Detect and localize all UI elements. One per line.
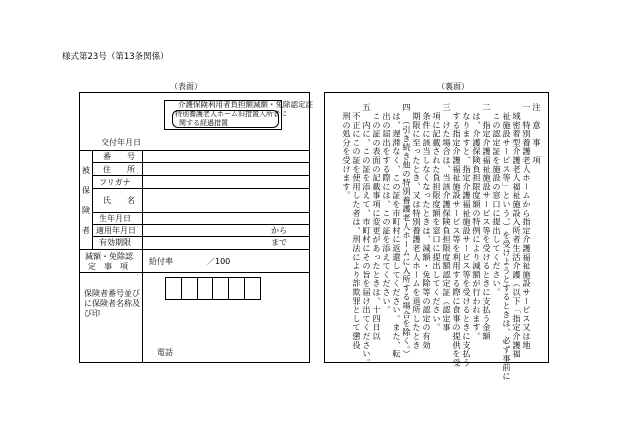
note-line: 五 内に、この証を添えて、市町村にその旨を届け出てください。 — [362, 103, 372, 367]
note-line: なりますと、指定介護福祉施設サービス等を受けるときに支払う — [462, 103, 472, 367]
note-line: 域密着型介護老人福祉施設入所者生活介護（以下「指定介護福 — [512, 103, 522, 359]
valid-until-label: 有効期限 — [99, 238, 131, 247]
back-card — [324, 92, 549, 381]
address-label: 住 所 — [103, 165, 135, 174]
note-line: 四 （引き続き他の特別養護老人ホームに入所する場合を除く。） — [402, 103, 412, 359]
note-line: 刑の処分を受けます。 — [342, 103, 352, 200]
note-line: する指定介護福祉施設サービス等を利用する際に食事の提供を受 — [452, 103, 462, 367]
note-line: 期限に至ったとき、又は特別養護老人ホームを退所したとき — [412, 103, 422, 350]
until-text: まで — [271, 238, 287, 247]
reduction-label-line2: 定 事 項 — [88, 262, 128, 271]
issue-date-label: 交付年月日 — [101, 138, 141, 147]
benefit-rate-label: 給付率 — [149, 257, 173, 266]
note-line: は、介護保険負担限度額の特例により減額が行われます。 — [472, 103, 482, 341]
notes-title: 注 意 事 項 — [532, 103, 542, 165]
form-number: 様式第23号（第13条関係） — [62, 52, 169, 62]
from-text: から — [271, 226, 287, 235]
certificate-title: 介護保険利用者負担額減額・免除認定証 — [178, 100, 313, 109]
back-side-label: （裏面） — [437, 82, 469, 91]
insurer-label-line3: び印 — [84, 309, 100, 318]
front-card — [79, 92, 313, 363]
certificate-subtitle-line1: 特別養護老人ホーム旧措置入所者に — [175, 110, 287, 118]
birth-date-label: 生年月日 — [99, 214, 131, 223]
number-label: 番 号 — [103, 152, 135, 161]
insured-person-label: 被保険者 — [82, 166, 90, 235]
name-label: 氏 名 — [103, 196, 135, 205]
note-line: は、遅滞なく、この証を市町村に返還してください。また、転 — [392, 103, 402, 359]
note-line: 出の届出をする際には、この証を添えてください。 — [382, 103, 392, 315]
front-side-label: （表面） — [170, 82, 202, 91]
valid-from-label: 適用年月日 — [96, 226, 136, 235]
note-line: 一 特別養護老人ホームから指定介護福祉施設サービス又は地 — [522, 103, 532, 350]
furigana-label: フリガナ — [99, 178, 131, 187]
note-line: 二 指定介護福祉施設サービス等を受けるときに支払う金額 — [482, 103, 492, 341]
note-line: 三 けた場合は、当該介護保険負担限度額認定証（認定事 — [442, 103, 452, 332]
insurer-label-line2: に保険者名称及 — [84, 299, 140, 308]
phone-label: 電話 — [157, 348, 173, 357]
benefit-rate-value: ／100 — [207, 257, 231, 266]
note-line: 項に記載された負担限度額を窓口に提出してください。 — [432, 103, 442, 332]
note-line: 条件に該当しなくなったときは、減額・免除等の認定の有効 — [422, 103, 432, 350]
reduction-label: 減額・免除認 — [85, 252, 133, 261]
note-line: 不正にこの証を使用した者は、刑法により詐欺罪として懲役 — [352, 103, 362, 350]
note-line: この証の表面の記載事項に変更があったときは、十四日以 — [372, 103, 382, 341]
insurer-label: 保険者番号並び — [84, 289, 140, 298]
certificate-subtitle-line2: 関する経過措置 — [179, 119, 228, 127]
insurer-number-boxes — [165, 277, 261, 300]
note-line: この認定証を施設の窓口に提出してください。 — [492, 103, 502, 297]
note-line: 祉施設サービス等」という。）を受けようとするときは、必ず事前に — [502, 103, 512, 381]
